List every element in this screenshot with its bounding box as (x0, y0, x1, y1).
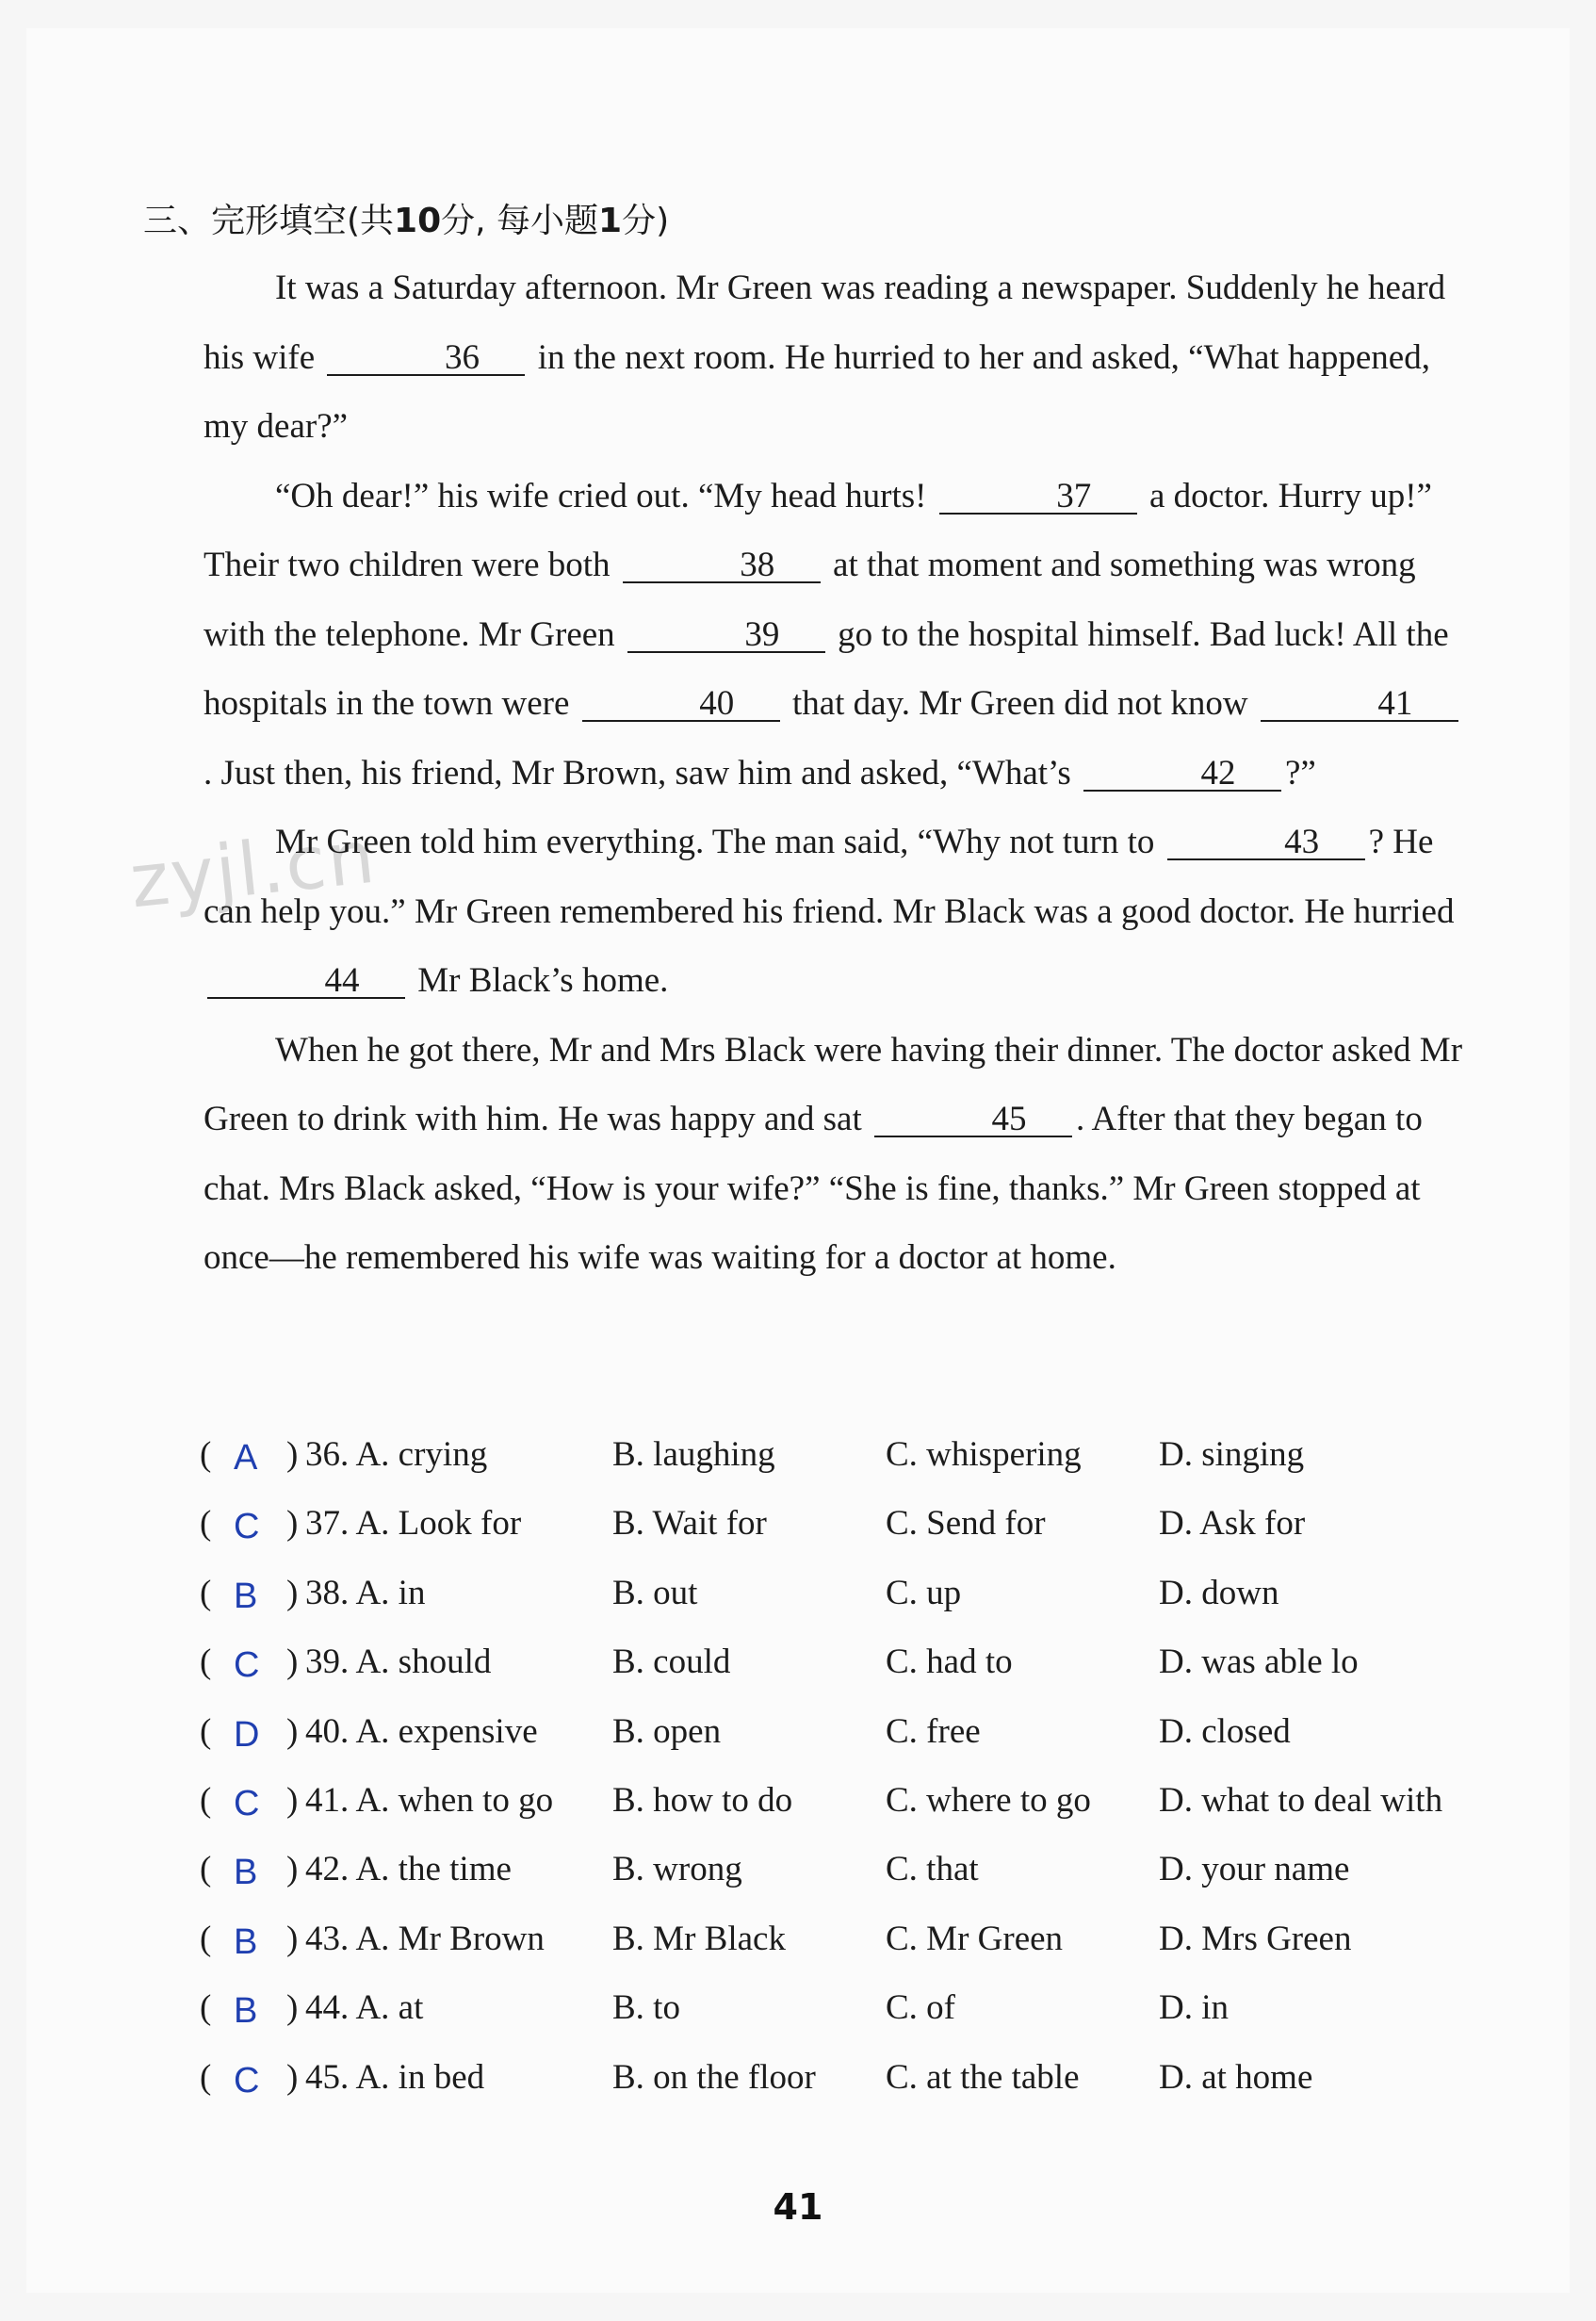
option-c: C. that (886, 1850, 979, 1889)
blank-45[interactable]: 45 (874, 1103, 1072, 1137)
paren-close: ) (286, 1711, 299, 1751)
blank-36[interactable]: 36 (327, 342, 525, 376)
option-b: B. to (612, 1988, 680, 2028)
paragraph-1: It was a Saturday afternoon. Mr Green was reading a newspaper. Suddenly he heard his wife 36 in the next room. He hurried to her and asked, “What happened, my dear?” (204, 269, 1446, 446)
blank-43[interactable]: 43 (1167, 826, 1365, 860)
option-d: D. closed (1159, 1711, 1291, 1751)
answer-41: C (234, 1783, 260, 1823)
paren-close: ) (286, 2057, 299, 2097)
option-c: C. of (886, 1988, 955, 2028)
option-d: D. down (1159, 1573, 1279, 1612)
option-b: B. how to do (612, 1780, 793, 1820)
blank-38[interactable]: 38 (623, 549, 821, 583)
option-a: 36. A. crying (305, 1435, 488, 1474)
option-b: B. laughing (612, 1435, 775, 1474)
answer-44: B (234, 1991, 258, 2032)
option-c: C. where to go (886, 1780, 1091, 1820)
option-b: B. open (612, 1711, 722, 1751)
paren-open: ( (200, 1435, 212, 1474)
option-c: C. up (886, 1573, 962, 1612)
paren-open: ( (200, 1988, 212, 2028)
option-b: B. Mr Black (612, 1919, 786, 1958)
option-b: B. out (612, 1573, 698, 1612)
option-c: C. free (886, 1711, 981, 1751)
blank-41[interactable]: 41 (1261, 688, 1458, 722)
option-b: B. Wait for (612, 1504, 767, 1544)
option-a: 40. A. expensive (305, 1711, 538, 1751)
option-a: 41. A. when to go (305, 1780, 554, 1820)
option-c: C. Send for (886, 1504, 1046, 1544)
paren-open: ( (200, 1504, 212, 1544)
option-d: D. in (1159, 1988, 1229, 2028)
paren-close: ) (286, 1988, 299, 2028)
section-heading: 三、完形填空(共10分, 每小题1分) (143, 202, 670, 240)
option-a: 38. A. in (305, 1573, 426, 1612)
option-d: D. your name (1159, 1850, 1350, 1889)
paren-open: ( (200, 1850, 212, 1889)
paren-close: ) (286, 1919, 299, 1958)
option-b: B. could (612, 1643, 731, 1682)
option-c: C. at the table (886, 2057, 1080, 2097)
paragraph-4: When he got there, Mr and Mrs Black were having their dinner. The doctor asked Mr Green to drink with him. He was happy and sat 45 . After that they began to chat. Mrs Black asked, “How is your wife?” “She is fine, thanks.” Mr Green stopped at once—he remembered his wife was waiting for a doctor at home. (204, 1030, 1463, 1277)
watermark: zyjl.cn (126, 814, 381, 925)
paren-close: ) (286, 1780, 299, 1820)
answer-43: B (234, 1921, 258, 1962)
option-d: D. was able lo (1159, 1643, 1359, 1682)
paren-open: ( (200, 1780, 212, 1820)
option-c: C. Mr Green (886, 1919, 1064, 1958)
blank-42[interactable]: 42 (1083, 758, 1281, 792)
answer-37: C (234, 1507, 260, 1547)
paren-close: ) (286, 1850, 299, 1889)
option-d: D. singing (1159, 1435, 1305, 1474)
option-c: C. whispering (886, 1435, 1082, 1474)
paren-open: ( (200, 1919, 212, 1958)
option-d: D. Mrs Green (1159, 1919, 1352, 1958)
paren-open: ( (200, 1711, 212, 1751)
option-a: 45. A. in bed (305, 2057, 485, 2097)
blank-40[interactable]: 40 (582, 688, 780, 722)
answer-36: A (234, 1438, 258, 1478)
paren-close: ) (286, 1504, 299, 1544)
option-a: 42. A. the time (305, 1850, 512, 1889)
paragraph-2: “Oh dear!” his wife cried out. “My head hurts! 37 a doctor. Hurry up!” Their two children were both 38 at that moment and something was wrong with the telephone. Mr Green 39 go to the hospital himself. Bad luck! All the hospitals in the town were 40 that day. Mr Green did not know 41. Just then, his friend, Mr Brown, saw him and asked, “What’s 42 ?” (204, 462, 1466, 809)
option-b: B. wrong (612, 1850, 742, 1889)
option-a: 39. A. should (305, 1643, 492, 1682)
option-c: C. had to (886, 1643, 1013, 1682)
blank-44[interactable]: 44 (207, 965, 405, 999)
option-b: B. on the floor (612, 2057, 816, 2097)
paragraph-3: Mr Green told him everything. The man said, “Why not turn to 43 ? He can help you.” Mr Green remembered his friend. Mr Black was a good doctor. He hurried 44 Mr Black’s home. (204, 823, 1455, 1000)
paren-close: ) (286, 1643, 299, 1682)
paren-open: ( (200, 1643, 212, 1682)
option-a: 37. A. Look for (305, 1504, 522, 1544)
paren-close: ) (286, 1573, 299, 1612)
answer-39: C (234, 1645, 260, 1686)
blank-37[interactable]: 37 (939, 481, 1137, 515)
answer-40: D (234, 1714, 260, 1755)
option-d: D. Ask for (1159, 1504, 1306, 1544)
page-number: 41 (773, 2186, 823, 2228)
answer-38: B (234, 1576, 258, 1616)
paren-close: ) (286, 1435, 299, 1474)
option-d: D. what to deal with (1159, 1780, 1443, 1820)
answer-45: C (234, 2060, 260, 2100)
paren-open: ( (200, 1573, 212, 1612)
paren-open: ( (200, 2057, 212, 2097)
answer-42: B (234, 1853, 258, 1893)
option-a: 44. A. at (305, 1988, 424, 2028)
blank-39[interactable]: 39 (627, 619, 825, 653)
option-d: D. at home (1159, 2057, 1313, 2097)
cloze-passage (204, 253, 1466, 1293)
option-a: 43. A. Mr Brown (305, 1919, 545, 1958)
